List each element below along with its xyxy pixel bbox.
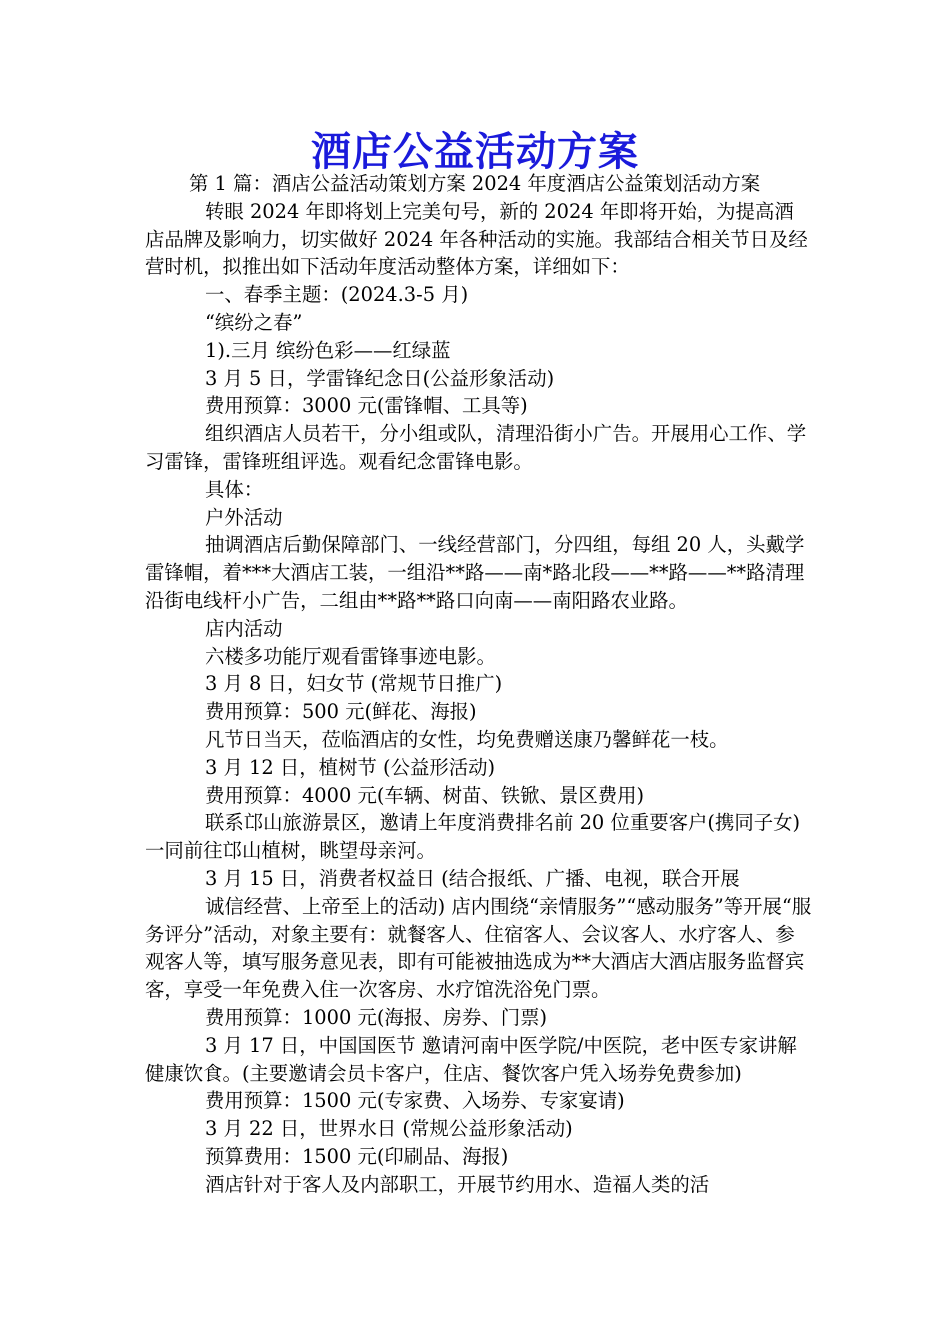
paragraph-intro: 转眼 2024 年即将划上完美句号，新的 2024 年即将开始，为提高酒店品牌及影响力，切实做好 2024 年各种活动的实施。我部结合相关节日及经营时机，拟推出如下活动年度活动整体方案，详细如下： xyxy=(145,199,808,279)
paragraph-womens-day-description: 凡节日当天，莅临酒店的女性，均免费赠送康乃馨鲜花一枝。 xyxy=(205,727,729,751)
paragraph-womens-day: 3 月 8 日，妇女节 (常规节日推广) xyxy=(205,672,503,696)
paragraph-budget-consumer-day: 费用预算：1000 元(海报、房券、门票) xyxy=(205,1005,548,1029)
paragraph-outdoor-label: 户外活动 xyxy=(205,505,283,529)
document-title: 酒店公益活动方案 xyxy=(311,128,639,175)
paragraph-budget-lei-feng: 费用预算：3000 元(雷锋帽、工具等) xyxy=(205,394,528,418)
paragraph-arbor-day-description: 联系邙山旅游景区，邀请上年度消费排名前 20 位重要客户(携同子女)一同前往邙山植树，眺望母亲河。 xyxy=(145,811,801,863)
paragraph-arbor-day: 3 月 12 日，植树节 (公益形活动) xyxy=(205,755,496,779)
paragraph-article-heading: 第 1 篇：酒店公益活动策划方案 2024 年度酒店公益策划活动方案 xyxy=(189,172,761,195)
paragraph-spring-slogan: “缤纷之春” xyxy=(205,310,303,334)
document-body xyxy=(145,170,813,1198)
paragraph-budget-water-day: 预算费用：1500 元(印刷品、海报) xyxy=(205,1144,509,1168)
paragraph-lei-feng-day: 3 月 5 日，学雷锋纪念日(公益形象活动) xyxy=(205,366,555,390)
paragraph-spring-theme: 一、春季主题：(2024.3-5 月) xyxy=(205,283,469,307)
paragraph-water-day-description: 酒店针对于客人及内部职工，开展节约用水、造福人类的活 xyxy=(205,1172,710,1196)
paragraph-lei-feng-description: 组织酒店人员若干，分小组或队，清理沿街小广告。开展用心工作、学习雷锋，雷锋班组评选。观看纪念雷锋电影。 xyxy=(145,422,807,473)
paragraph-indoor-description: 六楼多功能厅观看雷锋事迹电影。 xyxy=(205,644,496,668)
paragraph-consumer-day-description: 诚信经营、上帝至上的活动) 店内围绕“亲情服务”“感动服务”等开展“服务评分”活动，对象主要有：就餐客人、住宿客人、会议客人、水疗客人、参观客人等，填写服务意见表，即有可能被抽选成为**大酒店大酒店服务监督宾客，享受一年免费入住一次客房、水疗馆洗浴免门票。 xyxy=(145,894,812,1002)
paragraph-budget-arbor-day: 费用预算：4000 元(车辆、树苗、铁锨、景区费用) xyxy=(205,783,645,807)
paragraph-march-colors: 1).三月 缤纷色彩——红绿蓝 xyxy=(205,338,451,362)
paragraph-consumer-day: 3 月 15 日，消费者权益日 (结合报纸、广播、电视，联合开展 xyxy=(205,866,740,890)
paragraph-budget-womens-day: 费用预算：500 元(鲜花、海报) xyxy=(205,700,477,724)
paragraph-outdoor-description: 抽调酒店后勤保障部门、一线经营部门，分四组，每组 20 人，头戴学雷锋帽，着***大酒店工装，一组沿**路——南*路北段——**路——**路清理沿街电线杆小广告，二组由**路**路口向南——南阳路农业路。 xyxy=(145,533,805,612)
paragraph-medicine-day: 3 月 17 日，中国国医节 邀请河南中医学院/中医院，老中医专家讲解健康饮食。(主要邀请会员卡客户，住店、餐饮客户凭入场券免费参加) xyxy=(145,1033,797,1085)
paragraph-indoor-label: 店内活动 xyxy=(205,616,283,640)
paragraph-budget-medicine-day: 费用预算：1500 元(专家费、入场券、专家宴请) xyxy=(205,1089,625,1113)
paragraph-water-day: 3 月 22 日，世界水日 (常规公益形象活动) xyxy=(205,1117,573,1141)
paragraph-details-label: 具体： xyxy=(205,477,264,501)
